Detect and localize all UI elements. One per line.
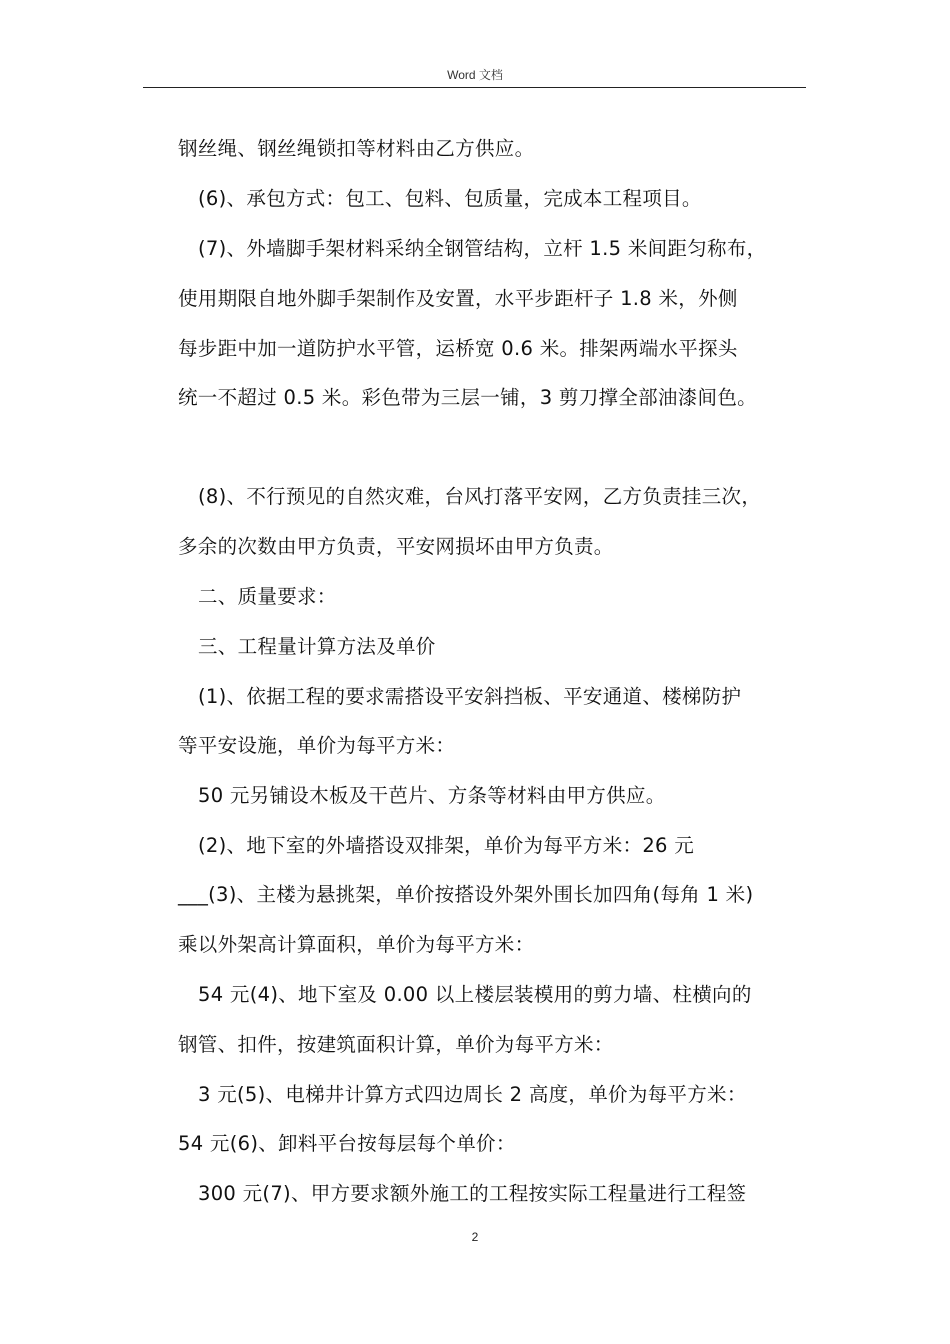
body-line: 使用期限自地外脚手架制作及安置，水平步距杆子 1.8 米，外侧 [178, 287, 738, 310]
body-line: 3 元(5)、电梯井计算方式四边周长 2 高度，单价为每平方米： [198, 1083, 747, 1106]
body-line: 统一不超过 0.5 米。彩色带为三层一铺，3 剪刀撑全部油漆间色。 [178, 386, 757, 409]
body-line: (6)、承包方式：包工、包料、包质量，完成本工程项目。 [198, 187, 702, 210]
body-line: (8)、不行预见的自然灾难，台风打落平安网，乙方负责挂三次， [198, 485, 762, 508]
body-line: 54 元(6)、卸料平台按每层每个单价： [178, 1132, 516, 1155]
body-line: 300 元(7)、甲方要求额外施工的工程按实际工程量进行工程签 [198, 1182, 747, 1205]
body-line: ___(3)、主楼为悬挑架，单价按搭设外架外围长加四角(每角 1 米) [178, 883, 754, 906]
body-line: 多余的次数由甲方负责，平安网损坏由甲方负责。 [178, 535, 614, 558]
page-number: 2 [471, 1230, 479, 1244]
body-line: 乘以外架高计算面积，单价为每平方米： [178, 933, 535, 956]
body-line: (7)、外墙脚手架材料采纳全钢管结构，立杆 1.5 米间距匀称布， [198, 237, 767, 260]
body-line: 钢丝绳、钢丝绳锁扣等材料由乙方供应。 [178, 137, 535, 160]
header-divider [143, 87, 806, 88]
body-line: 等平安设施，单价为每平方米： [178, 734, 456, 757]
body-line: 54 元(4)、地下室及 0.00 以上楼层装模用的剪力墙、柱横向的 [198, 983, 752, 1006]
body-line: (2)、地下室的外墙搭设双排架，单价为每平方米：26 元 [198, 834, 695, 857]
body-line: 每步距中加一道防护水平管，运桥宽 0.6 米。排架两端水平探头 [178, 337, 738, 360]
section-heading: 二、质量要求： [198, 585, 337, 608]
body-line: (1)、依据工程的要求需搭设平安斜挡板、平安通道、楼梯防护 [198, 685, 742, 708]
section-heading: 三、工程量计算方法及单价 [198, 635, 436, 658]
body-line: 钢管、扣件，按建筑面积计算，单价为每平方米： [178, 1033, 614, 1056]
body-line: 50 元另铺设木板及干芭片、方条等材料由甲方供应。 [198, 784, 666, 807]
document-header-label: Word 文档 [447, 68, 503, 82]
